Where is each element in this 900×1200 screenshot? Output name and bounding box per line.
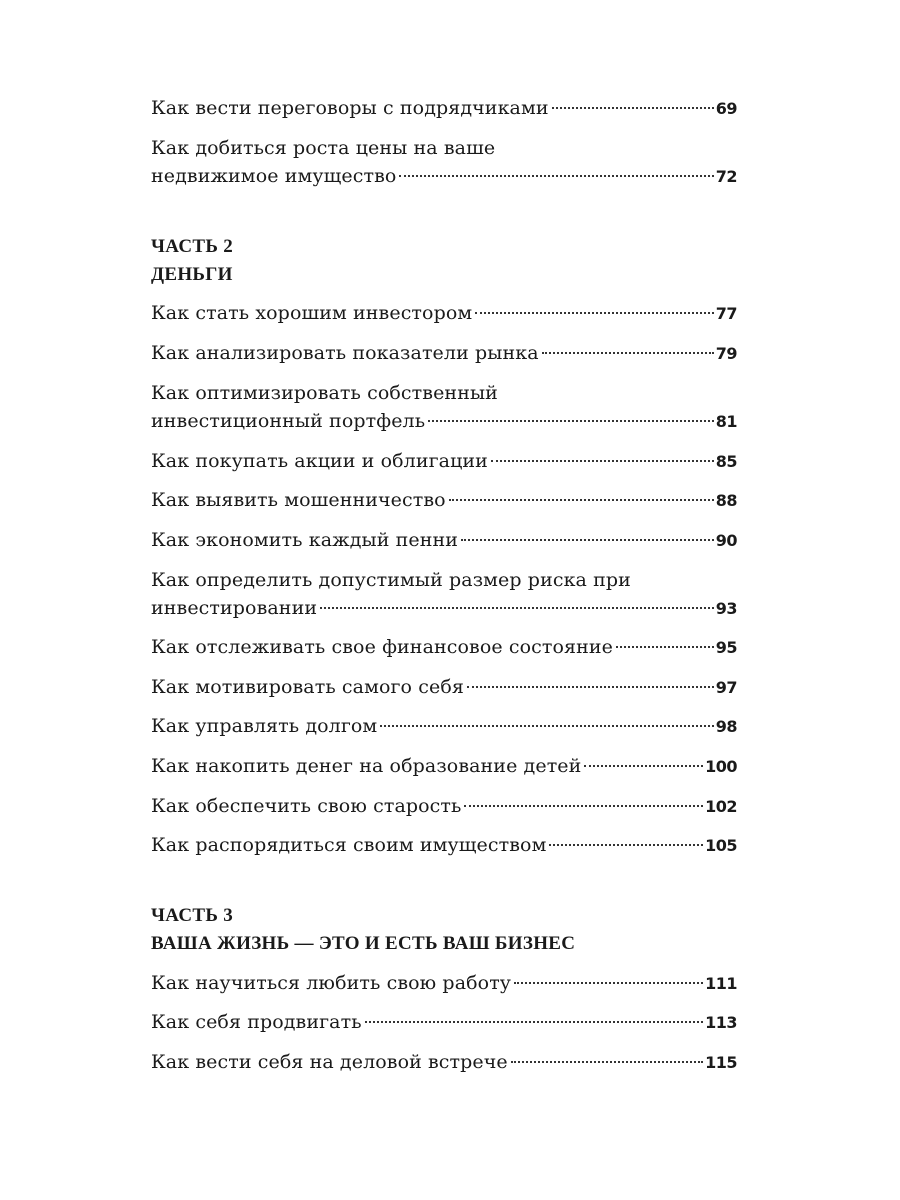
- dot-leader: [320, 607, 714, 609]
- toc-entry-title-continued: недвижимое имущество: [151, 165, 397, 187]
- part-title: ВАША ЖИЗНЬ — ЭТО И ЕСТЬ ВАШ БИЗНЕС: [151, 933, 576, 954]
- dot-leader: [584, 765, 703, 767]
- dot-leader: [552, 107, 714, 109]
- dot-leader: [464, 805, 703, 807]
- toc-entry: [151, 379, 737, 435]
- toc-entry: [151, 673, 737, 701]
- dot-leader: [461, 539, 714, 541]
- part-heading: [151, 902, 771, 958]
- toc-entry-title: Как оптимизировать собственный: [151, 382, 498, 404]
- toc-page-number: 90: [715, 531, 737, 550]
- toc-page-number: 77: [715, 304, 737, 323]
- toc-entry: [151, 831, 737, 859]
- toc-entry: [151, 486, 737, 514]
- part-label-line: [151, 233, 771, 261]
- toc-entry: [151, 633, 737, 661]
- toc-entry-title: Как обеспечить свою старость: [151, 795, 462, 817]
- toc-entry-title: Как накопить денег на образование детей: [151, 755, 582, 777]
- toc-entry-title: Как управлять долгом: [151, 715, 378, 737]
- toc-entry-title: Как вести переговоры с подрядчиками: [151, 97, 549, 119]
- toc-entry: [151, 299, 737, 327]
- toc-page-number: 97: [715, 678, 737, 697]
- toc-page-number: 95: [715, 638, 737, 657]
- dot-leader: [616, 646, 714, 648]
- dot-leader: [491, 460, 714, 462]
- dot-leader: [511, 1061, 703, 1063]
- toc-page-number: 79: [715, 344, 737, 363]
- toc-entry-title: Как мотивировать самого себя: [151, 676, 464, 698]
- toc-page-number: 69: [715, 99, 737, 118]
- toc-entry: [151, 339, 737, 367]
- part-label-line: [151, 902, 771, 930]
- toc-entry-title: Как анализировать показатели рынка: [151, 342, 539, 364]
- toc-entry-title-continued: инвестировании: [151, 597, 318, 619]
- toc-entry-title: Как выявить мошенничество: [151, 489, 446, 511]
- toc-entry-title: Как добиться роста цены на ваше: [151, 137, 496, 159]
- dot-leader: [365, 1021, 703, 1023]
- toc-page-number: 72: [715, 167, 737, 186]
- toc-entry: [151, 712, 737, 740]
- toc-entry-title: Как себя продвигать: [151, 1011, 362, 1033]
- toc-entry-title: Как определить допустимый размер риска при: [151, 569, 631, 591]
- part-title: ДЕНЬГИ: [151, 264, 233, 285]
- dot-leader: [514, 982, 703, 984]
- toc-page-number: 102: [705, 797, 737, 816]
- dot-leader: [549, 844, 703, 846]
- toc-entry-title: Как отслеживать свое финансовое состояние: [151, 636, 613, 658]
- toc-entry: [151, 1008, 737, 1036]
- toc-page-number: 98: [715, 717, 737, 736]
- toc-entry-title-continued: инвестиционный портфель: [151, 410, 426, 432]
- toc-entry: [151, 526, 737, 554]
- toc-page-number: 113: [705, 1013, 737, 1032]
- part-number: 2: [223, 236, 234, 257]
- toc-entry: [151, 94, 737, 122]
- dot-leader: [380, 725, 713, 727]
- toc-page-number: 105: [705, 836, 737, 855]
- toc-page-number: 85: [715, 452, 737, 471]
- toc-entry-title: Как стать хорошим инвестором: [151, 302, 473, 324]
- toc-entry: [151, 792, 737, 820]
- part-label: ЧАСТЬ: [151, 236, 219, 257]
- dot-leader: [467, 686, 714, 688]
- toc-page-number: 81: [715, 412, 737, 431]
- toc-entry: [151, 134, 737, 190]
- toc-page-number: 100: [705, 757, 737, 776]
- toc-page-number: 88: [715, 491, 737, 510]
- dot-leader: [449, 499, 714, 501]
- toc-entry-title: Как покупать акции и облигации: [151, 450, 488, 472]
- dot-leader: [428, 420, 714, 422]
- toc-entry: [151, 752, 737, 780]
- part-heading: [151, 233, 771, 289]
- toc-entry-title: Как экономить каждый пенни: [151, 529, 459, 551]
- dot-leader: [475, 312, 713, 314]
- toc-entry: [151, 1048, 737, 1076]
- toc-page-number: 111: [705, 974, 737, 993]
- toc-entry: [151, 969, 737, 997]
- dot-leader: [399, 175, 713, 177]
- toc-page-number: 93: [715, 599, 737, 618]
- toc-entry-title: Как распорядиться своим имуществом: [151, 834, 547, 856]
- dot-leader: [542, 352, 714, 354]
- toc-entry: [151, 447, 737, 475]
- toc-entry-title: Как вести себя на деловой встрече: [151, 1051, 508, 1073]
- toc-entry-title: Как научиться любить свою работу: [151, 972, 512, 994]
- toc-entry: [151, 566, 737, 622]
- part-label: ЧАСТЬ: [151, 905, 219, 926]
- toc-page-number: 115: [705, 1053, 737, 1072]
- part-number: 3: [223, 905, 234, 926]
